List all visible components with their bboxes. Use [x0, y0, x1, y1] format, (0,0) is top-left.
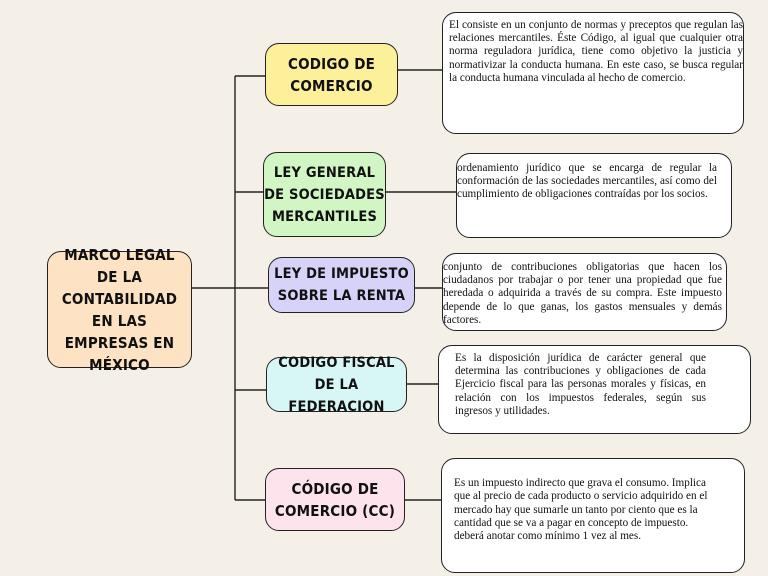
node-codigo-fiscal: [266, 354, 407, 415]
desc-ley-isr: [442, 253, 727, 331]
node-label: CODIGO FISCAL DE LA FEDERACION: [278, 354, 395, 415]
desc-text: Es un impuesto indirecto que grava el consumo. Implica que al precio de cada producto o servicio adquirido en el mercado hay que sumarle un tanto por ciento que es la cantidad que se va a pagar en concepto de impuesto. deberá anotar como mínimo 1 vez al mes.: [454, 477, 708, 543]
root-label: MARCO LEGAL DE LA CONTABILIDAD EN LAS EMPRESAS EN MÉXICO: [61, 245, 178, 374]
desc-text: Es la disposición jurídica de carácter general que determina las contribuciones y obligaciones de cada Ejercicio fiscal para las personas morales y físicas, en relación con los impuestos federales, según sus ingresos y utilidades.: [455, 352, 706, 417]
node-label: LEY GENERAL DE SOCIEDADES MERCANTILES: [264, 164, 385, 225]
node-label: CÓDIGO DE COMERCIO (CC): [274, 479, 396, 520]
desc-text: conjunto de contribuciones obligatorias que hacen los ciudadanos por trabajar o por tener una propiedad que fue heredada o adquirida a través de su compra. Este impuesto depende de lo que ganas, los gastos mensuales y demás factores.: [443, 261, 722, 326]
node-label: LEY DE IMPUESTO SOBRE LA RENTA: [274, 266, 409, 304]
node-ley-isr: [268, 257, 415, 313]
node-label: CODIGO DE COMERCIO: [287, 54, 376, 95]
desc-codigo-comercio: [442, 12, 744, 134]
desc-codigo-cc: [441, 458, 745, 573]
node-codigo-comercio: [265, 43, 398, 106]
node-ley-sociedades: [263, 152, 386, 237]
desc-codigo-fiscal: [438, 345, 751, 434]
desc-text: El consiste en un conjunto de normas y preceptos que regulan las relaciones mercantiles. Éste Código, al igual que cualquier otra norma reguladora jurídica, tiene como objetivo la justicia y normativizar la conducta humana. En este caso, se busca regular la conducta humana vinculada al hecho de comercio.: [449, 19, 743, 84]
node-codigo-cc: [265, 468, 405, 531]
desc-ley-sociedades: [456, 153, 732, 238]
desc-text: ordenamiento jurídico que se encarga de regular la conformación de las sociedades mercantiles, así como del cumplimiento de obligaciones contraídas por los socios.: [457, 162, 717, 201]
root-node: [47, 245, 192, 374]
